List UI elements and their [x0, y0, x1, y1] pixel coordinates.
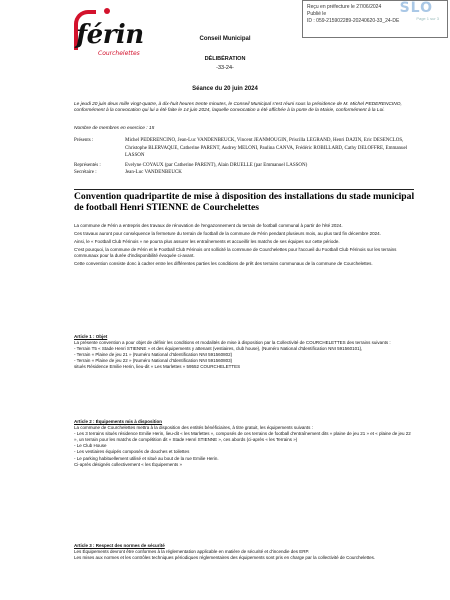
logo-word: férin [76, 20, 144, 50]
stamp-id: ID : 059-215902289-20240620-33_24-DE [307, 18, 400, 24]
deliberation-title: Convention quadripartite de mise à disposition des installations du stade municipal de football Henri STIENNE de Courchelettes [74, 191, 415, 213]
article-line: - Le parking habituellement utilisé et situé au bout de la rue Emilie Herin. [74, 455, 219, 461]
article-line: La commune de Courchelettes mettra à la disposition des entités bénéficiaires, à titre gratuit, les équipements suivants : [74, 425, 313, 431]
secretary-label: Secrétaire : [74, 170, 97, 175]
article-line: Les mises aux normes et les contrôles techniques périodiques réglementaires des équipements sont pris en charge par la collectivité de Courchelettes. [74, 555, 376, 561]
article-line: - Terrain « Plaine de jeu 22 » (Numéro National d'Identification NNI 591560803) [74, 358, 233, 364]
council-heading: Conseil Municipal [199, 36, 251, 42]
article-line: - Terrain T5 « Stade Henri STIENNE » et des équipements y attenant (vestiaires, club house), (Numéro National d'Identification NNI 591560101), [74, 346, 363, 352]
ferin-logo [68, 6, 144, 62]
article-line: - Le Club House [74, 443, 107, 449]
paragraph: C'est pourquoi, la commune de Férin et le Football Club Férinois ont sollicité la commune de Courchelettes pour l'accueil du Football Club Férinois sur les terrains communaux pour la durée d'indisponibilité évoquée ci-avant. [74, 247, 397, 259]
context-section [74, 223, 414, 268]
article-heading: Article 2 : Équipements mis à disposition [74, 419, 163, 424]
article-line: - Les vestiaires équipés composés de douches et toilettes [74, 449, 190, 455]
present-names: Michel PEDERENCINO, Jean-Luc VANDENBEUCK, Vincent JEANMOUGIN, Priscilla LEGRAND, Henri DAZIN, Eric DESENCLOS, Christophe BLERVAQUE, Catherine PARENT, Audrey MELONI, Paulina CANVA, Frédéric ROBILLARD, Cathy DELOFFRE, Emmanuel LASSON [125, 138, 408, 159]
paragraph: La commune de Férin a entrepris des travaux de rénovation de l'engazonnement du terrain de football communal à partir de l'été 2024. [74, 223, 343, 228]
deliberation-heading: DÉLIBÉRATION [204, 56, 246, 62]
article-line: - Terrain « Plaine de jeu 21 » (Numéro National d'Identification NNI 591560802) [74, 352, 233, 358]
attendance-list [74, 137, 419, 183]
prefecture-stamp [302, 0, 448, 38]
intro-paragraph: Le jeudi 20 juin deux mille vingt-quatre, à dix-huit heures trente minutes, le Conseil Municipal s'est réuni sous la présidence de M. Michel PEDERENCINO, conformément à la convocation qui lui a été faite le 14 juin 2024, laquelle convocation a été affichée à la porte de la Mairie, conformément à la Loi. [74, 102, 402, 114]
article-line: situés Résidence Emilie Herin, lieu-dit « Les Marlettes » 59552 COURCHELETTES [74, 364, 241, 370]
title-divider [74, 189, 414, 190]
article-3 [74, 543, 414, 561]
article-heading: Article 3 : Respect des normes de sécurité [74, 543, 165, 548]
article-2 [74, 419, 414, 468]
article-line: La présente convention a pour objet de définir les conditions et modalités de mise à disposition par la Collectivité de COURCHELETTES des terrains suivants : [74, 340, 391, 346]
present-label: Présents : [74, 138, 94, 143]
paragraph: Ainsi, le « Football Club Férinois » ne pourra plus assurer les entraînements et accueillir les matchs de ses équipes sur cette période. [74, 239, 340, 245]
seance-date: Séance du 20 juin 2024 [192, 86, 258, 92]
stamp-received: Reçu en préfecture le 27/06/2024 [307, 4, 382, 10]
paragraph: Ces travaux auront pour conséquence la fermeture du terrain de football de la commune de Férin pendant plusieurs mois, au plus tard fin décembre 2024. [74, 231, 381, 237]
article-1 [74, 334, 414, 371]
deliberation-number: -33-24- [216, 65, 234, 71]
represented-label: Représentés : [74, 163, 101, 168]
slo-page: Page 1 sur 3 [416, 16, 439, 21]
slo-logo-icon: SLO [399, 0, 433, 16]
paragraph: Cette convention consiste donc à cadrer entre les différentes parties les conditions de prêt des terrains communaux de la commune de Courchelettes. [74, 261, 373, 267]
article-line: Ci-après désignés collectivement « les Équipements » [74, 461, 183, 467]
represented-names: Evelyne COYAUX (par Catherine PARENT), Alain DRUELLE (par Emmanuel LASSON) [125, 163, 308, 168]
stamp-published: Publié le [307, 11, 327, 17]
article-heading: Article 1 : Objet [74, 334, 108, 339]
logo-dot [104, 8, 110, 14]
article-line: - Les 3 terrains situés résidence Emilie Herin, lieu-dit « les Marlettes », composés de ces terrains de football d'entraînement dits « plaine de jeu 21 » et « plaine de jeu 22 », un terrain pour les matchs de compétition dit « Stade Henri STIENNE », ces abords (ci-après « les Terrains ») [74, 431, 411, 443]
logo-subtitle: Courchelettes [98, 50, 140, 57]
members-count: Nombre de membres en exercice : 15 [74, 126, 155, 131]
secretary-name: Jean-Luc VANDENBEUCK [125, 170, 182, 175]
article-line: Les Équipements devront être conformes à la réglementation applicable en matière de sécurité et d'incendie des ERP. [74, 549, 310, 555]
